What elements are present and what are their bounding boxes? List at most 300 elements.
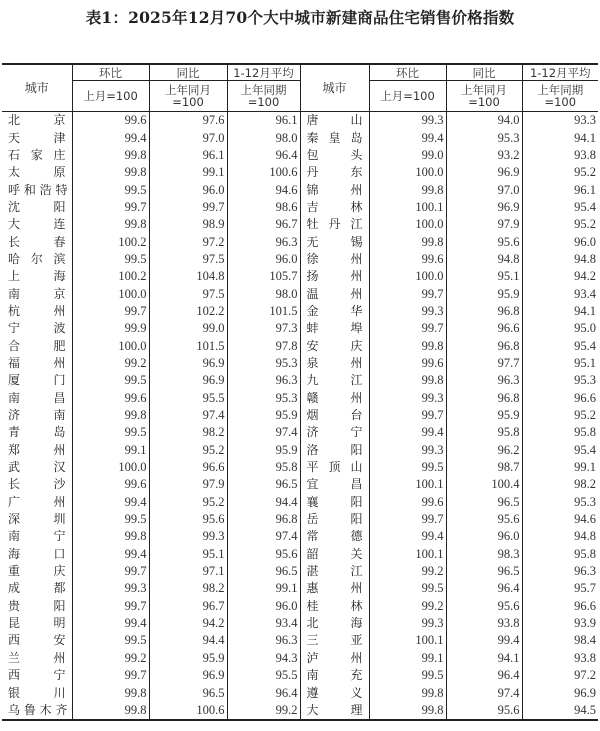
city-name-chars: 福 州 [8,355,66,370]
yoy-value-right: 95.6 [446,511,522,528]
table-row [2,112,598,130]
city-name-chars: 徐 州 [306,251,363,266]
yoy-value-left: 96.0 [149,181,227,198]
avg-value-right: 96.0 [522,233,598,250]
city-name-left [2,494,72,511]
city-name-left [2,598,72,615]
yoy-value-right: 97.9 [446,216,522,233]
table-row [2,511,598,528]
mom-value-left: 99.7 [72,563,149,580]
avg-value-left: 97.8 [227,337,300,354]
city-name-chars: 北 京 [8,113,66,128]
table-row [2,129,598,146]
yoy-value-left: 95.2 [149,494,227,511]
city-name-chars: 长 沙 [8,477,66,492]
mom-value-right: 99.3 [369,615,446,632]
avg-value-right: 95.3 [522,372,598,389]
yoy-value-right: 97.0 [446,181,522,198]
avg-value-left: 99.1 [227,580,300,597]
yoy-value-right: 93.8 [446,615,522,632]
table-row [2,164,598,181]
avg-value-left: 101.5 [227,303,300,320]
avg-value-left: 96.0 [227,251,300,268]
city-name-chars: 天 津 [8,130,66,145]
yoy-value-left: 96.1 [149,147,227,164]
city-name-chars: 蚌 埠 [306,321,363,336]
city-name-chars: 贵 阳 [8,598,66,613]
mom-value-right: 99.8 [369,372,446,389]
avg-base-right [522,81,598,112]
mom-value-left: 99.7 [72,667,149,684]
city-name-chars: 无 锡 [306,234,363,249]
city-name-chars: 广 州 [8,494,66,509]
city-name-chars: 长 春 [8,234,66,249]
yoy-value-left: 98.2 [149,580,227,597]
city-name-right [300,615,369,632]
city-name-left [2,632,72,649]
city-name-chars: 南 充 [306,668,363,683]
table-row [2,615,598,632]
yoy-value-right: 96.6 [446,320,522,337]
yoy-base-left [149,81,227,112]
mom-value-left: 99.5 [72,181,149,198]
city-name-chars: 金 华 [306,303,363,318]
avg-value-left: 95.6 [227,546,300,563]
city-name-left [2,528,72,545]
avg-value-left: 98.0 [227,285,300,302]
city-name-chars: 宜 昌 [306,477,363,492]
yoy-value-right: 95.6 [446,702,522,720]
mom-value-left: 99.8 [72,702,149,720]
mom-value-left: 99.5 [72,372,149,389]
city-name-chars: 深 圳 [8,512,66,527]
city-name-chars: 北 海 [306,616,363,631]
city-name-right [300,684,369,701]
yoy-value-right: 94.0 [446,112,522,130]
avg-value-right: 94.6 [522,511,598,528]
avg-value-left: 96.4 [227,684,300,701]
table-row [2,337,598,354]
avg-value-left: 100.6 [227,164,300,181]
table-row [2,702,598,720]
city-name-right [300,546,369,563]
yoy-value-right: 98.7 [446,459,522,476]
mom-value-left: 99.7 [72,598,149,615]
avg-value-right: 94.8 [522,251,598,268]
avg-value-left: 98.0 [227,129,300,146]
city-name-chars: 青 岛 [8,425,66,440]
avg-value-right: 96.3 [522,563,598,580]
city-name-chars: 吉 林 [306,199,363,214]
avg-value-right: 94.8 [522,528,598,545]
avg-value-left: 96.5 [227,563,300,580]
yoy-value-right: 99.4 [446,632,522,649]
city-name-chars: 遵 义 [306,685,363,700]
city-name-right [300,528,369,545]
city-name-right [300,632,369,649]
city-name-chars: 南 昌 [8,390,66,405]
avg-value-right: 95.2 [522,164,598,181]
city-name-chars: 安 庆 [306,338,363,353]
yoy-value-left: 97.6 [149,112,227,130]
mom-value-right: 99.0 [369,147,446,164]
mom-value-left: 99.2 [72,650,149,667]
city-name-chars: 常 德 [306,529,363,544]
city-name-right [300,650,369,667]
city-name-chars: 秦 皇 岛 [306,130,363,145]
city-name-chars: 兰 州 [8,650,66,665]
city-name-chars: 昆 明 [8,616,66,631]
table-row [2,424,598,441]
city-name-right [300,476,369,493]
avg-value-left: 96.3 [227,632,300,649]
city-name-left: 乌鲁木齐 [8,702,68,717]
city-name-left [2,320,72,337]
city-name-right [300,181,369,198]
avg-value-left: 95.9 [227,442,300,459]
city-name-right [300,320,369,337]
yoy-value-right: 96.5 [446,494,522,511]
avg-value-right: 94.5 [522,702,598,720]
yoy-value-left: 99.3 [149,528,227,545]
city-name-chars: 丹 东 [306,165,363,180]
city-name-chars: 牡 丹 江 [306,217,363,232]
city-name-left [2,199,72,216]
mom-value-right: 99.1 [369,650,446,667]
mom-value-right: 100.0 [369,268,446,285]
mom-value-right: 99.8 [369,702,446,720]
table-row [2,372,598,389]
mom-value-left: 99.8 [72,164,149,181]
table-row [2,355,598,372]
mom-value-left: 100.2 [72,233,149,250]
mom-value-right: 99.3 [369,390,446,407]
city-name-chars: 三 亚 [306,633,363,648]
yoy-value-left: 96.9 [149,355,227,372]
mom-value-left: 99.6 [72,476,149,493]
mom-value-left: 99.5 [72,632,149,649]
avg-value-right: 93.3 [522,112,598,130]
avg-value-left: 93.4 [227,615,300,632]
price-index-table [2,63,598,721]
avg-value-left: 95.3 [227,390,300,407]
yoy-value-left: 97.4 [149,407,227,424]
avg-value-left: 94.6 [227,181,300,198]
avg-value-right: 97.2 [522,667,598,684]
city-name-right [300,129,369,146]
city-name-right [300,251,369,268]
mom-value-right: 99.3 [369,112,446,130]
yoy-value-left: 99.1 [149,164,227,181]
mom-value-left: 99.5 [72,424,149,441]
city-name-right [300,407,369,424]
avg-value-left: 95.3 [227,355,300,372]
avg-value-right: 99.1 [522,459,598,476]
yoy-value-right: 96.9 [446,199,522,216]
mom-value-left: 99.8 [72,147,149,164]
city-header-right: 城市 [300,64,369,112]
avg-base-line2: =100 [247,95,280,109]
avg-value-right: 93.9 [522,615,598,632]
city-name-chars: 太 原 [8,165,66,180]
city-name-left [2,684,72,701]
yoy-value-left: 95.6 [149,511,227,528]
mom-value-right: 100.0 [369,216,446,233]
mom-value-left: 99.8 [72,528,149,545]
city-name-right [300,372,369,389]
city-name-left [2,511,72,528]
city-name-left [2,355,72,372]
yoy-value-left: 99.0 [149,320,227,337]
avg-value-left: 96.5 [227,476,300,493]
city-name-chars: 重 庆 [8,564,66,579]
mom-value-right: 100.1 [369,199,446,216]
mom-value-right: 99.7 [369,407,446,424]
avg-value-right: 98.2 [522,476,598,493]
mom-value-right: 99.7 [369,320,446,337]
mom-value-left: 99.1 [72,442,149,459]
yoy-value-right: 96.8 [446,337,522,354]
mom-value-right: 99.8 [369,684,446,701]
yoy-value-left: 96.6 [149,459,227,476]
avg-base-line2: =100 [544,95,577,109]
table-row [2,320,598,337]
mom-value-right: 99.6 [369,355,446,372]
city-name-chars: 南 宁 [8,529,66,544]
table-row [2,233,598,250]
city-name-left [2,233,72,250]
table-row [2,285,598,302]
mom-value-right: 99.2 [369,598,446,615]
city-header-left: 城市 [2,64,72,112]
avg-value-right: 96.6 [522,390,598,407]
mom-value-right: 99.5 [369,459,446,476]
yoy-value-left: 99.7 [149,199,227,216]
city-name-right [300,164,369,181]
table-row [2,147,598,164]
city-name-chars: 平 顶 山 [306,460,363,475]
city-name-chars: 西 宁 [8,668,66,683]
mom-value-right: 99.5 [369,667,446,684]
city-name-right [300,390,369,407]
avg-value-right: 95.0 [522,320,598,337]
mom-value-left: 99.4 [72,494,149,511]
yoy-header-right: 同比 [446,64,522,81]
mom-value-right: 99.7 [369,285,446,302]
table-row [2,442,598,459]
avg-value-right: 95.4 [522,337,598,354]
yoy-value-left: 94.2 [149,615,227,632]
avg-value-right: 95.3 [522,494,598,511]
yoy-base-line1: 上年同月 [461,83,507,97]
avg-value-left: 96.1 [227,112,300,130]
city-name-chars: 哈 尔 滨 [8,251,66,266]
avg-value-right: 96.1 [522,181,598,198]
yoy-value-right: 95.9 [446,285,522,302]
city-name-chars: 桂 林 [306,598,363,613]
avg-value-right: 95.4 [522,199,598,216]
yoy-value-left: 96.9 [149,372,227,389]
city-name-chars: 韶 关 [306,546,363,561]
yoy-value-left: 95.5 [149,390,227,407]
avg-value-right: 95.8 [522,546,598,563]
avg-value-left: 96.0 [227,598,300,615]
city-name-left [2,667,72,684]
yoy-value-right: 100.4 [446,476,522,493]
table-row [2,268,598,285]
city-name-left [2,164,72,181]
avg-value-left: 99.2 [227,702,300,720]
avg-value-right: 94.1 [522,303,598,320]
yoy-value-left: 97.5 [149,251,227,268]
mom-value-right: 99.6 [369,494,446,511]
table-row [2,580,598,597]
mom-value-left: 99.7 [72,303,149,320]
avg-value-right: 95.4 [522,442,598,459]
mom-value-left: 99.5 [72,251,149,268]
city-name-right [300,494,369,511]
city-name-chars: 成 都 [8,581,66,596]
avg-base-line1: 上年同期 [240,83,287,97]
avg-value-left: 97.3 [227,320,300,337]
avg-value-right: 95.7 [522,580,598,597]
table-header [2,64,598,112]
city-name-right [300,511,369,528]
mom-value-right: 99.8 [369,337,446,354]
yoy-value-right: 95.1 [446,268,522,285]
yoy-value-right: 95.9 [446,407,522,424]
yoy-value-left: 96.5 [149,684,227,701]
city-name-left [2,268,72,285]
city-name-chars: 石 家 庄 [8,147,66,162]
mom-value-right: 99.7 [369,511,446,528]
yoy-value-right: 98.3 [446,546,522,563]
city-name-left [2,615,72,632]
avg-value-left: 94.3 [227,650,300,667]
mom-value-right: 99.4 [369,129,446,146]
city-name-left [2,442,72,459]
table-row [2,528,598,545]
yoy-value-left: 95.9 [149,650,227,667]
city-name-left [2,424,72,441]
mom-value-left: 100.0 [72,285,149,302]
city-name-right [300,216,369,233]
table-row [2,303,598,320]
yoy-value-right: 96.2 [446,442,522,459]
table-row [2,459,598,476]
yoy-value-right: 95.8 [446,424,522,441]
mom-value-right: 99.4 [369,528,446,545]
avg-header-left: 1-12月平均 [227,64,300,81]
yoy-value-right: 93.2 [446,147,522,164]
avg-value-right: 95.2 [522,407,598,424]
city-name-left [2,251,72,268]
city-name-right [300,233,369,250]
mom-value-left: 99.2 [72,355,149,372]
mom-value-left: 99.6 [72,390,149,407]
mom-value-left: 99.9 [72,320,149,337]
city-name-right [300,355,369,372]
avg-value-left: 97.4 [227,528,300,545]
city-name-chars: 合 肥 [8,338,66,353]
avg-value-right: 94.1 [522,129,598,146]
avg-base-line1: 上年同期 [537,83,584,97]
mom-value-right: 100.0 [369,164,446,181]
city-name-right [300,268,369,285]
yoy-base-right [446,81,522,112]
city-name-chars: 南 京 [8,286,66,301]
avg-value-right: 93.8 [522,650,598,667]
table-row [2,407,598,424]
avg-value-left: 96.4 [227,147,300,164]
city-name-chars: 上 海 [8,269,66,284]
mom-value-left: 100.2 [72,268,149,285]
city-name-chars: 郑 州 [8,442,66,457]
city-name-chars: 烟 台 [306,408,363,423]
mom-value-right: 99.8 [369,233,446,250]
yoy-value-left: 94.4 [149,632,227,649]
yoy-value-left: 100.6 [149,702,227,720]
mom-value-left: 99.8 [72,684,149,701]
avg-value-right: 95.2 [522,216,598,233]
yoy-value-left: 96.9 [149,667,227,684]
mom-value-right: 99.3 [369,442,446,459]
city-name-chars: 湛 江 [306,564,363,579]
city-name-right [300,702,369,720]
city-name-left [2,285,72,302]
mom-value-left: 99.8 [72,407,149,424]
avg-value-left: 96.3 [227,372,300,389]
table-row [2,563,598,580]
table-row [2,650,598,667]
mom-header-right: 环比 [369,64,446,81]
yoy-value-left: 97.5 [149,285,227,302]
city-name-right [300,112,369,130]
city-name-left [2,459,72,476]
city-name-chars: 海 口 [8,546,66,561]
yoy-value-right: 97.4 [446,684,522,701]
mom-value-right: 99.3 [369,303,446,320]
mom-value-right: 100.1 [369,476,446,493]
city-name-left [2,337,72,354]
avg-value-left: 95.8 [227,459,300,476]
yoy-value-right: 96.9 [446,164,522,181]
city-name-left [2,390,72,407]
mom-base-left: 上月=100 [72,81,149,112]
yoy-value-left: 95.1 [149,546,227,563]
yoy-value-left: 101.5 [149,337,227,354]
yoy-value-left: 104.8 [149,268,227,285]
mom-base-right: 上月=100 [369,81,446,112]
city-name-right [300,598,369,615]
city-name-right [300,580,369,597]
table-row [2,199,598,216]
table-row [2,390,598,407]
mom-value-left: 99.4 [72,546,149,563]
avg-value-left: 98.6 [227,199,300,216]
mom-value-left: 100.0 [72,337,149,354]
mom-value-right: 99.2 [369,563,446,580]
avg-value-left: 94.4 [227,494,300,511]
yoy-value-right: 96.8 [446,303,522,320]
avg-value-right: 95.8 [522,424,598,441]
city-name-left [2,372,72,389]
city-name-chars: 九 江 [306,373,363,388]
avg-value-right: 94.2 [522,268,598,285]
avg-value-left: 97.4 [227,424,300,441]
avg-value-left: 96.8 [227,511,300,528]
table-row [2,251,598,268]
